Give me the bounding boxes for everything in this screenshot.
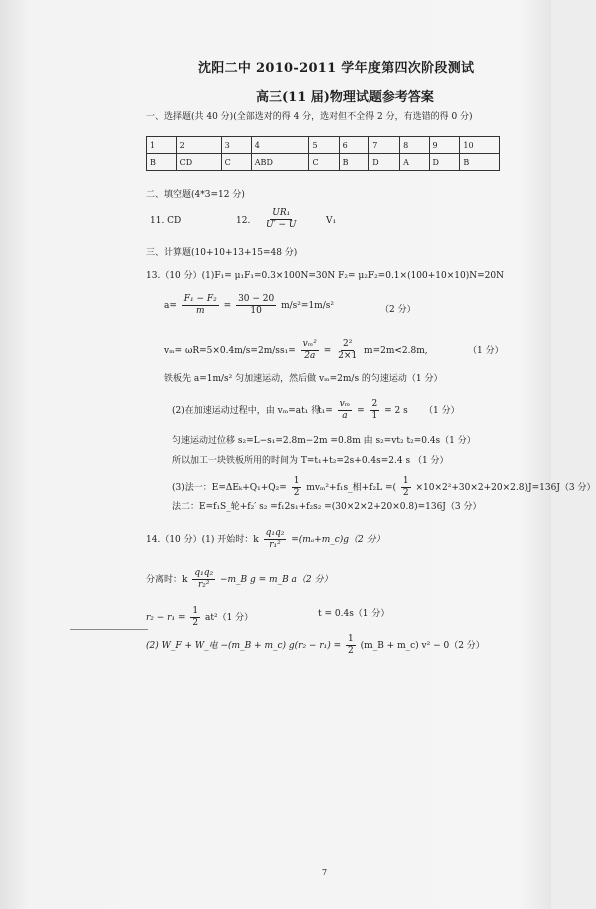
page-number: 7: [322, 868, 328, 877]
q13-t1-label: (2)在加速运动过程中，由 vₘ=at₁ 得: [172, 406, 321, 416]
section-1-heading: 一、选择题(共 40 分)(全部选对的得 4 分，选对但不全得 2 分，有选错的得 0 分): [146, 112, 473, 122]
divider-line: [70, 629, 148, 630]
table-cell: 3: [221, 137, 251, 154]
q13-uniform-line: 匀速运动过位移 s₂=L−s₁=2.8m−2m =0.8m 由 s₂=vt₂ t₂=0.4s（1 分）: [172, 436, 476, 446]
table-cell: C: [221, 154, 251, 171]
table-cell: D: [369, 154, 400, 171]
table-cell: 10: [460, 137, 500, 154]
q13-score-a: （2 分）: [380, 305, 416, 315]
table-cell: A: [400, 154, 429, 171]
answer-12-extra: V₁: [326, 216, 337, 226]
q14-part-2: (2) W_F + W_电 −(m_B + m_c) g(r₂ − r₁) = $\frac{1}{2}$ (m_B + m_c) v² − 0（2 分）: [146, 634, 485, 656]
table-cell: ABD: [251, 154, 309, 171]
answer-12-label: 12.: [236, 216, 251, 226]
q14-time: t = 0.4s（1 分）: [318, 609, 390, 619]
table-cell: B: [147, 154, 177, 171]
q13-score-t1: （1 分）: [424, 406, 460, 416]
table-cell: CD: [176, 154, 221, 171]
table-row: [147, 137, 500, 154]
table-cell: 4: [251, 137, 309, 154]
table-cell: D: [429, 154, 460, 171]
q13-method-1: (3)法一：E=ΔEₖ+Q₁+Q₂= $\frac{1}{2}$ mvₘ²+f₁s_相+f₂L =( $\frac{1}{2}$ ×10×2²+30×2+20×2.8)J=136J（3 分）: [172, 476, 596, 498]
table-cell: 8: [400, 137, 429, 154]
q14-displacement: r₂ − r₁ = $\frac{1}{2}$ at²（1 分）: [146, 606, 254, 628]
q13-plate-line: 铁板先 a=1m/s² 匀加速运动，然后做 vₘ=2m/s 的匀速运动（1 分）: [164, 374, 443, 384]
answer-11: 11. CD: [150, 216, 182, 226]
table-cell: 9: [429, 137, 460, 154]
answer-12-formula: $\frac{\text{UR₁}}{U' - U}$: [266, 208, 297, 230]
table-cell: C: [309, 154, 339, 171]
q13-speed-line: vₘ= ωR=5×0.4m/s=2m/s: [164, 346, 280, 356]
table-cell: 1: [147, 137, 177, 154]
answer-table: [146, 136, 500, 171]
document-title: 沈阳二中 2010-2011 学年度第四次阶段测试: [198, 61, 475, 76]
q13-score-s1: （1 分）: [468, 346, 504, 356]
section-3-heading: 三、计算题(10+10+13+15=48 分): [146, 248, 298, 258]
q13-line-1: 13.（10 分）(1)F₁= μ₁F₁=0.3×100N=30N F₂= μ₂F₂=0.1×(100+10×10)N=20N: [146, 271, 505, 281]
table-cell: 5: [309, 137, 339, 154]
q13-s1-formula: s₁= $\frac{\text{vₘ²}}{2a}$ = $\frac{\text{2²}}{2\times 1}$ m=2m<2.8m,: [280, 339, 428, 361]
q13-accel-formula: a= $\frac{\text{F₁ − F₂}}{m}$ = $\frac{30 - 20}{10}$ m/s²=1m/s²: [164, 294, 334, 316]
table-cell: B: [460, 154, 500, 171]
q13-t1-formula: t₁= $\frac{\text{vₘ}}{a}$ = $\frac{2}{1}$ = 2 s: [318, 399, 408, 421]
table-cell: B: [339, 154, 369, 171]
table-cell: 7: [369, 137, 400, 154]
table-row: [147, 154, 500, 171]
document-subtitle: 高三(11 届)物理试题参考答案: [256, 90, 434, 105]
q13-total-time-line: 所以加工一块铁板所用的时间为 T=t₁+t₂=2s+0.4s=2.4 s （1 分）: [172, 456, 449, 466]
section-2-heading: 二、填空题(4*3=12 分): [146, 190, 245, 200]
q14-line-1: 14.（10 分）(1) 开始时：k $\frac{\text{q₁q₂}}{\text{r₁²}}$ =(mₐ+m_c)g（2 分）: [146, 528, 385, 550]
q14-separate: 分离时：k $\frac{\text{q₁q₂}}{\text{r₂²}}$ −m_B g = m_B a（2 分）: [146, 568, 333, 590]
q13-method-2: 法二：E=f₁S_轮+f₂′ s₂ =f₁2s₁+f₂s₂ =(30×2×2+20×0.8)=136J（3 分）: [172, 502, 482, 512]
table-cell: 6: [339, 137, 369, 154]
table-cell: 2: [176, 137, 221, 154]
